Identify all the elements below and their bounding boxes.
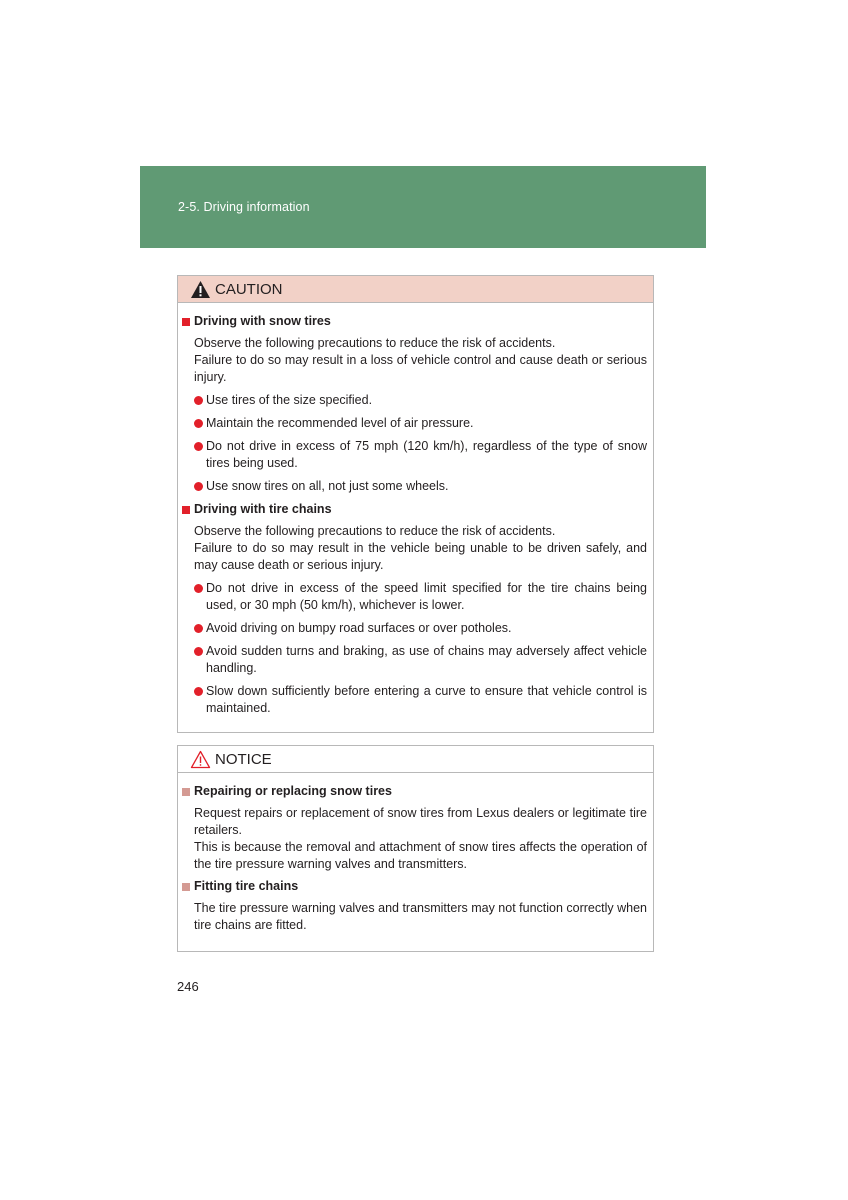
bullet-text: Avoid driving on bumpy road surfaces or over potholes.	[206, 621, 512, 635]
body-paragraph: Request repairs or replacement of snow tires from Lexus dealers or legitimate tire retailers. This is because the removal and attachment of snow tires affects the operation of the tire pressure warning valves and transmitters.	[194, 806, 647, 871]
notice-header	[178, 746, 653, 773]
body-paragraph: The tire pressure warning valves and transmitters may not function correctly when tire chains are fitted.	[194, 901, 647, 932]
bullet-item	[194, 683, 647, 717]
notice-box	[177, 745, 654, 952]
section-square-icon	[182, 318, 190, 326]
bullet-dot-icon	[194, 647, 203, 656]
bullet-item	[194, 643, 647, 677]
caution-header	[178, 276, 653, 303]
notice-body	[178, 773, 653, 939]
section-gap	[182, 934, 647, 939]
bullet-item	[194, 438, 647, 472]
bullet-dot-icon	[194, 442, 203, 451]
section-square-icon	[182, 883, 190, 891]
bullet-dot-icon	[194, 419, 203, 428]
bullet-item	[194, 415, 647, 432]
bullet-dot-icon	[194, 624, 203, 633]
bullet-text: Use tires of the size specified.	[206, 393, 373, 407]
bullet-text: Do not drive in excess of 75 mph (120 km/h), regardless of the type of snow tires being used.	[206, 439, 647, 470]
bullet-list	[182, 580, 647, 717]
bullet-text: Do not drive in excess of the speed limit specified for the tire chains being used, or 30 mph (50 km/h), whichever is lower.	[206, 581, 647, 612]
body-paragraph: Observe the following precautions to reduce the risk of accidents. Failure to do so may result in the vehicle being unable to be driven safely, and may cause death or serious injury.	[194, 524, 647, 572]
page-number: 246	[177, 979, 199, 994]
notice-triangle-icon	[190, 750, 211, 769]
bullet-list	[182, 392, 647, 495]
caution-box	[177, 275, 654, 733]
warning-triangle-icon	[190, 280, 211, 299]
bullet-item	[194, 478, 647, 495]
section-title: 2-5. Driving information	[178, 200, 310, 214]
bullet-text: Avoid sudden turns and braking, as use of chains may adversely affect vehicle handling.	[206, 644, 647, 675]
section-heading	[182, 313, 647, 330]
bullet-dot-icon	[194, 584, 203, 593]
bullet-item	[194, 580, 647, 614]
section-heading	[182, 783, 647, 800]
bullet-text: Use snow tires on all, not just some wheels.	[206, 479, 449, 493]
bullet-dot-icon	[194, 396, 203, 405]
bullet-item	[194, 392, 647, 409]
bullet-item	[194, 620, 647, 637]
section-heading-text: Fitting tire chains	[194, 879, 299, 893]
bullet-text: Maintain the recommended level of air pressure.	[206, 416, 474, 430]
bullet-dot-icon	[194, 687, 203, 696]
body-paragraph: Observe the following precautions to reduce the risk of accidents. Failure to do so may result in a loss of vehicle control and cause death or serious injury.	[194, 336, 647, 384]
section-heading-text: Driving with tire chains	[194, 502, 332, 516]
bullet-dot-icon	[194, 482, 203, 491]
section-header-band	[140, 166, 706, 248]
bullet-text: Slow down sufficiently before entering a curve to ensure that vehicle control is maintained.	[206, 684, 647, 715]
section-square-icon	[182, 788, 190, 796]
caution-label: CAUTION	[215, 281, 283, 298]
caution-body	[178, 303, 653, 717]
section-heading-text: Driving with snow tires	[194, 314, 331, 328]
section-heading	[182, 878, 647, 895]
section-square-icon	[182, 506, 190, 514]
section-heading-text: Repairing or replacing snow tires	[194, 784, 392, 798]
notice-label: NOTICE	[215, 751, 272, 768]
section-heading	[182, 501, 647, 518]
